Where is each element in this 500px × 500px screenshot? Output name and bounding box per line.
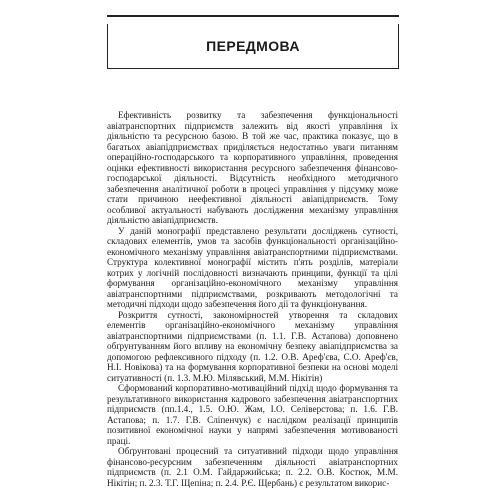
- header-rule: [107, 15, 399, 17]
- body-text: [107, 110, 398, 488]
- title-frame: [107, 24, 399, 69]
- paragraph: Обґрунтовані процесний та ситуативний підходи щодо управління фінансово-ресурсним забезпеченням діяльності авіатранспортних підприємств (п. 2.1 О.М. Гайдаржийська; п. 2.2. О.В. Костюк, М.М. Нікітін; п. 2.3. Т.Г. Щепіна; п. 2.4. Р.Є. Щербань) є результатом викорис-: [107, 446, 398, 488]
- paragraph: Сформований корпоративно-мотиваційний підхід щодо формування та результативного використання кадрового забезпечення авіатранспортних підприємств (пп.1.4., 1.5. О.Ю. Жам, І.О. Селіверстова; п. 1.6. Г.В. Астапова; п. 1.7. Г.В. Сліпенчук) є наслідком реалізації принципів позитивної економічної науки у напрямі забезпечення мотивованості праці.: [107, 383, 398, 446]
- page-title: ПЕРЕДМОВА: [206, 38, 300, 54]
- paragraph: Розкриття сутності, закономірностей утворення та складових елементів організаційно-економічного механізму управління авіатранспортними підприємствами (п. 1.1. Г.В. Астапова) доповнено обґрунтуванням його впливу на економічну безпеку авіапідприємства за допомогою рефлексивного підходу (п. 1.2. О.В. Ареф'єва, С.О. Ареф'єв, Н.І. Новікова) та на формування корпоративної безпеки на основі моделі ситуативності (п. 1.3. М.Ю. Мілявський, М.М. Нікітін): [107, 309, 398, 383]
- paragraph: Ефективність розвитку та забезпечення функціональності авіатранспортних підприємств залежить від якості управління їх діяльністю та ресурсною базою. В той же час, практика показує, що в багатьох авіапідприємствах приділяється недостатньо уваги питанням операційно-господарського та корпоративного управління, проведення оцінки ефективності використання ресурсного забезпечення фінансово-господарської діяльності. Відсутність необхідного методичного забезпечення аналітичної роботи в процесі управління у підсумку може стати причиною неефективної діяльності авіапідприємств. Тому особливої актуальності набувають дослідження механізму управління діяльністю авіапідприємств.: [107, 110, 398, 225]
- paragraph: У даній монографії представлено результати досліджень сутності, складових елементів, умов та засобів функціональності організаційно-економічного механізму управління авіатранспортними підприємствами. Структура колективної монографії містить п'ять розділів, матеріали котрих у логічній послідовності визначають принципи, функції та цілі формування організаційно-економічного механізму управління авіатранспортними підприємствами, розкривають методологічні та методичні підходи щодо забезпечення його дії та функціонування.: [107, 225, 398, 309]
